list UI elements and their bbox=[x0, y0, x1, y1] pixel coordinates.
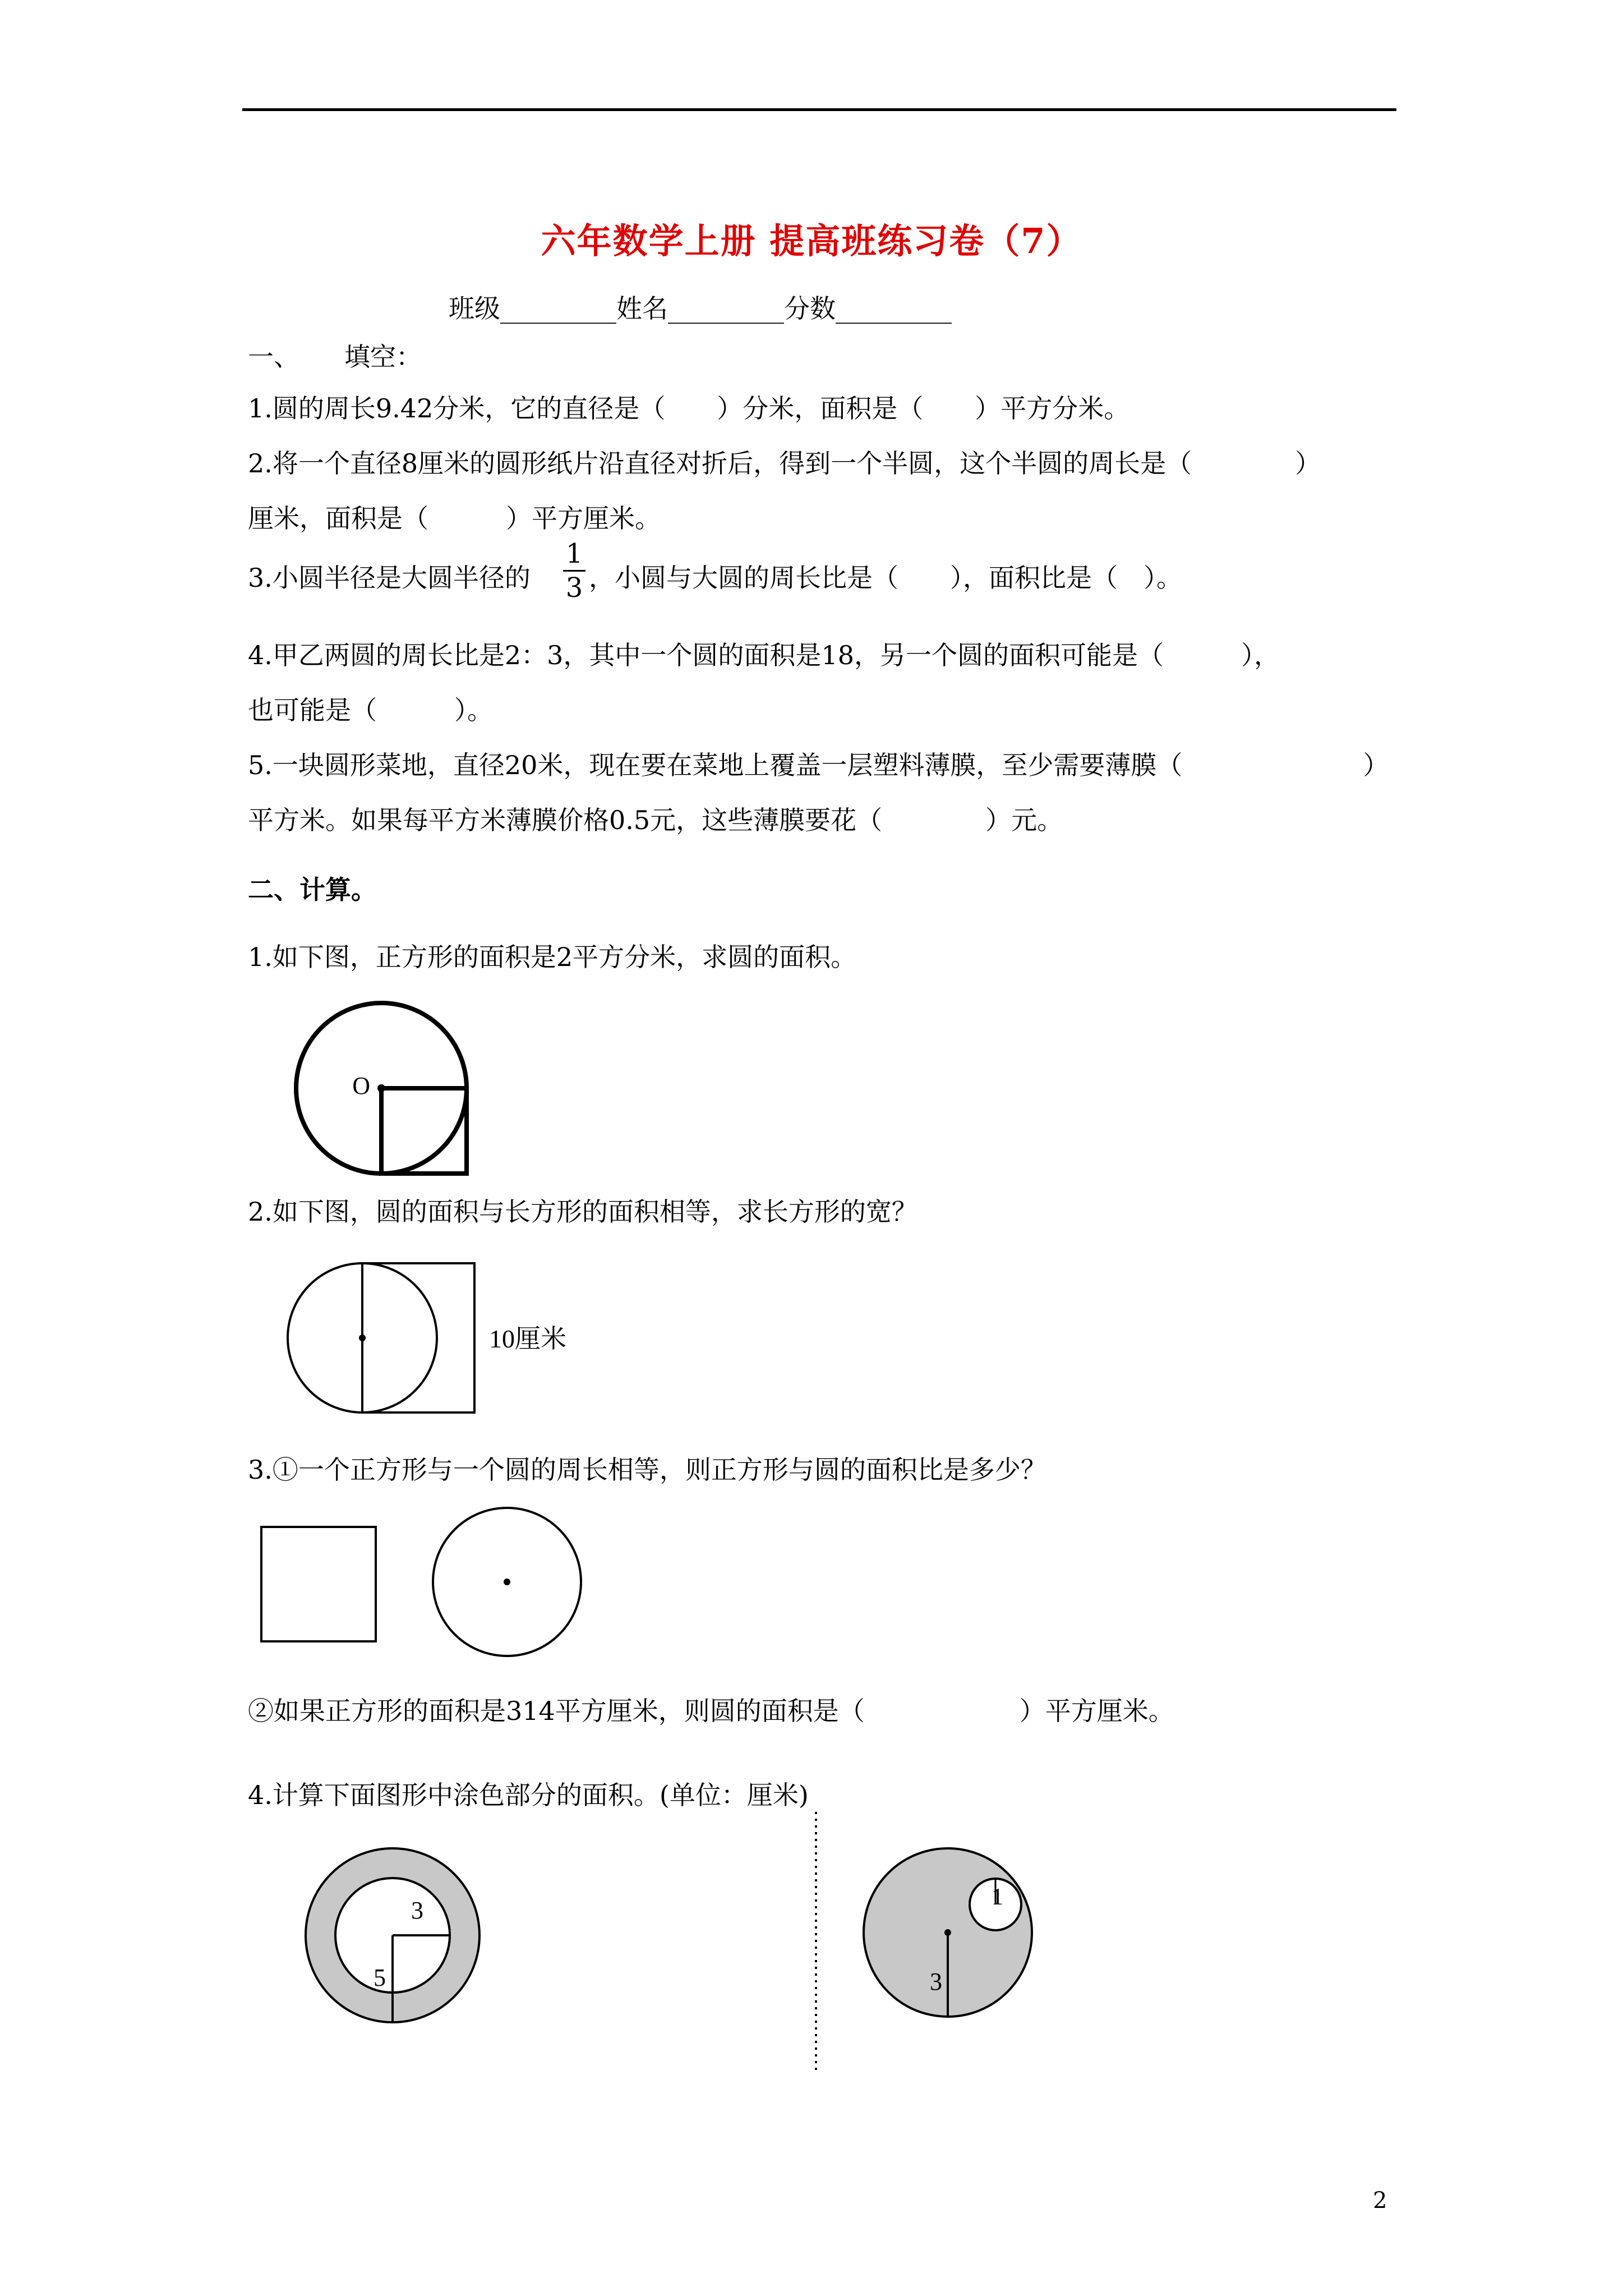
section1-number: 一、 bbox=[248, 342, 299, 372]
q1-3-prefix: 3.小圆半径是大圆半径的 bbox=[248, 563, 531, 593]
fraction-denominator: 3 bbox=[565, 572, 583, 604]
q2-3: 3.①一个正方形与一个圆的周长相等，则正方形与圆的面积比是多少？ bbox=[248, 1455, 1046, 1485]
q2-1: 1.如下图，正方形的面积是2平方分米，求圆的面积。 bbox=[248, 942, 857, 972]
section1-heading: 填空： bbox=[344, 342, 422, 372]
ring-label-inner: 3 bbox=[411, 1897, 423, 1924]
q2-3b: ②如果正方形的面积是314平方厘米，则圆的面积是（ ）平方厘米。 bbox=[248, 1696, 1174, 1726]
ring-label-outer: 5 bbox=[374, 1964, 386, 1991]
q2-4-figure-disc bbox=[864, 1837, 1032, 2028]
fig2-center-dot bbox=[359, 1335, 366, 1341]
q1-2-line1: 2.将一个直径8厘米的圆形纸片沿直径对折后，得到一个半圆，这个半圆的周长是（ ） bbox=[248, 448, 1321, 478]
q2-1-figure bbox=[280, 999, 482, 1189]
q1-2-line2: 厘米，面积是（ ）平方厘米。 bbox=[248, 503, 661, 533]
q1-3-fraction bbox=[563, 540, 585, 602]
q2-3-figure bbox=[252, 1515, 589, 1666]
q1-5-line2: 平方米。如果每平方米薄膜价格0.5元，这些薄膜要花（ ）元。 bbox=[248, 805, 1063, 835]
disc-label-inner: 1 bbox=[992, 1884, 1003, 1910]
q2-4-figure-ring bbox=[303, 1846, 482, 2031]
q1-3-suffix: ，小圆与大圆的周长比是（ ），面积比是（ ）。 bbox=[589, 563, 1182, 593]
q1-4-line1: 4.甲乙两圆的周长比是2：3，其中一个圆的面积是18，另一个圆的面积可能是（ ）， bbox=[248, 640, 1280, 670]
fig1-center-dot bbox=[377, 1084, 385, 1092]
q1-4-line2: 也可能是（ ）。 bbox=[248, 695, 493, 725]
fraction-numerator: 1 bbox=[565, 538, 583, 569]
q1-5-line1: 5.一块圆形菜地，直径20米，现在要在菜地上覆盖一层塑料薄膜，至少需要薄膜（ ） bbox=[248, 750, 1389, 780]
q2-4: 4.计算下面图形中涂色部分的面积。(单位：厘米) bbox=[248, 1780, 809, 1810]
student-info-line: 班级_________姓名_________分数_________ bbox=[449, 293, 952, 324]
section2-heading: 二、计算。 bbox=[248, 875, 377, 905]
fraction-bar bbox=[563, 570, 585, 572]
q2-2-figure bbox=[280, 1257, 617, 1425]
page-title: 六年数学上册 提高班练习卷（7） bbox=[541, 220, 1082, 261]
fig3-center-dot bbox=[504, 1579, 510, 1585]
fig2-rectangle bbox=[362, 1263, 474, 1412]
disc-label-outer: 3 bbox=[930, 1968, 942, 1995]
header-rule bbox=[242, 108, 1396, 111]
q2-2: 2.如下图，圆的面积与长方形的面积相等，求长方形的宽？ bbox=[248, 1197, 917, 1227]
page-number: 2 bbox=[1373, 2188, 1387, 2214]
fig3-square bbox=[261, 1527, 376, 1641]
disc-center-dot bbox=[944, 1929, 951, 1936]
vertical-dotted-divider bbox=[813, 1812, 819, 2070]
q1-1: 1.圆的周长9.42分米，它的直径是（ ）分米，面积是（ ）平方分米。 bbox=[248, 393, 1130, 424]
fig1-center-label: O bbox=[352, 1072, 370, 1099]
fig2-width-label: 10厘米 bbox=[489, 1324, 566, 1353]
